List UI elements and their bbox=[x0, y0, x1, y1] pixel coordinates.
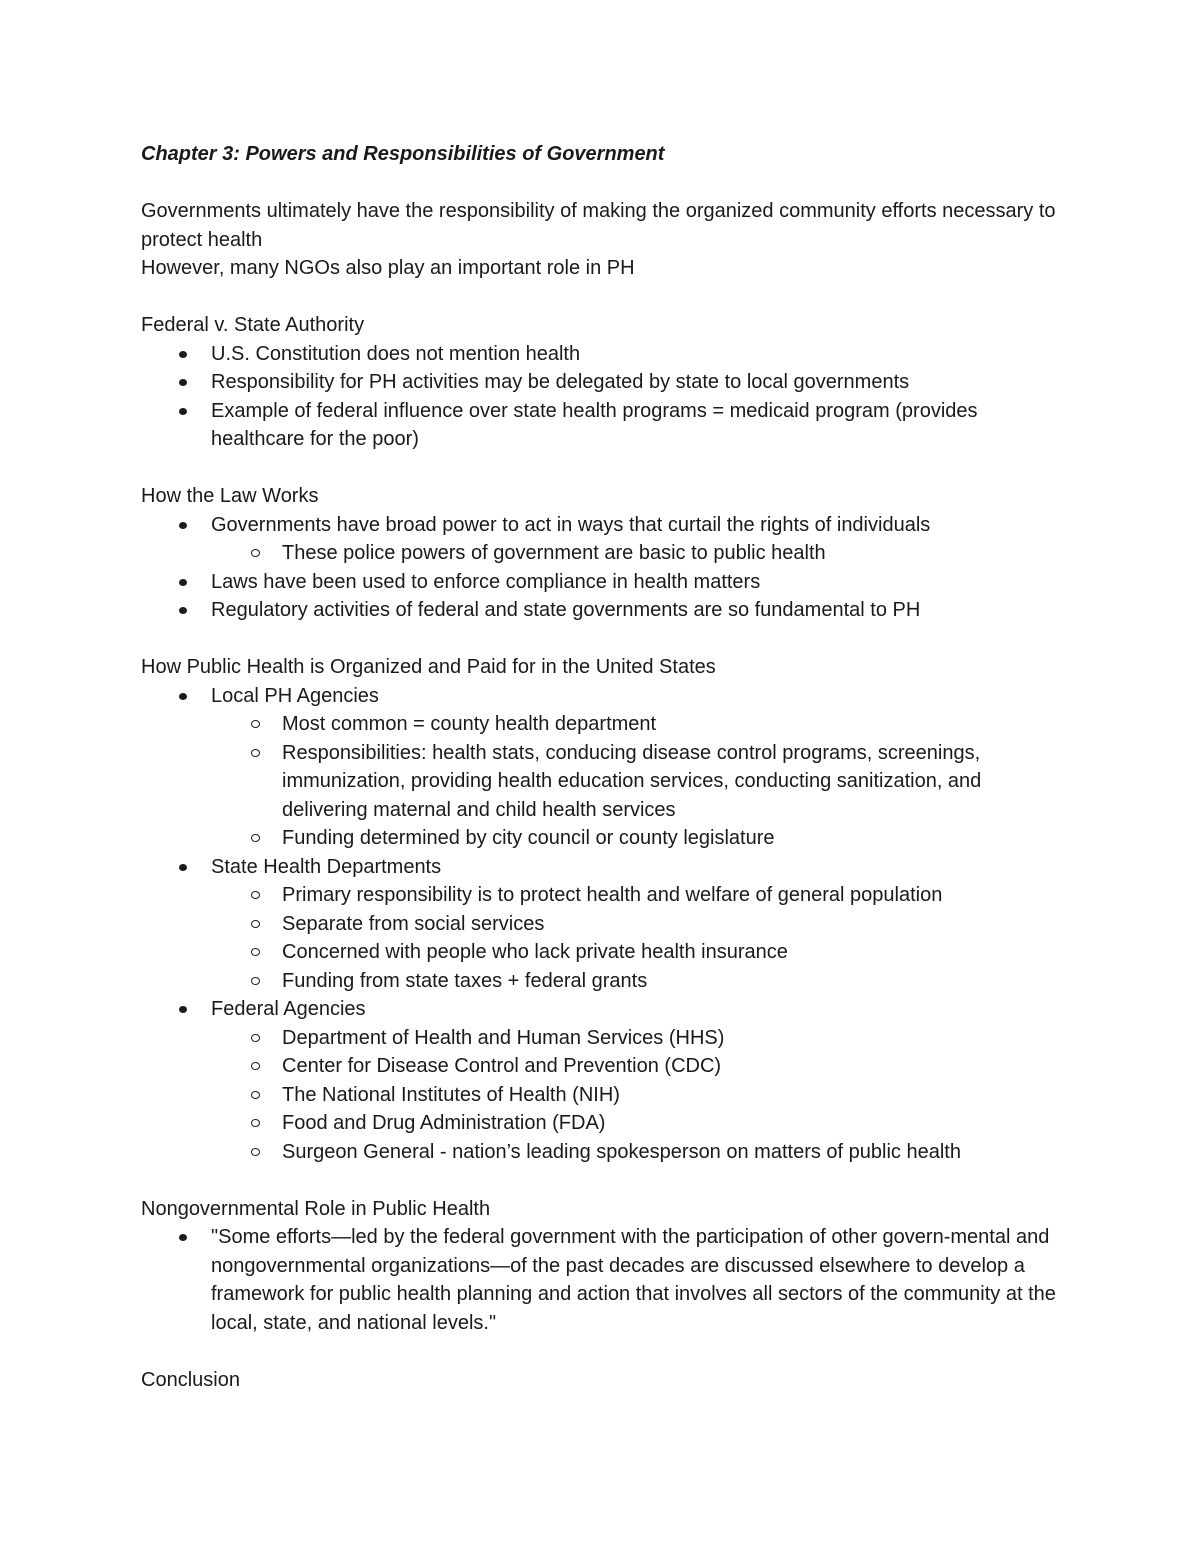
sub-list-item-text: Most common = county health department bbox=[282, 713, 657, 735]
list-item bbox=[141, 596, 1061, 625]
bullet-dot-icon bbox=[179, 1006, 187, 1013]
sub-list-item bbox=[211, 967, 1061, 996]
bullet-circle-icon bbox=[251, 1034, 260, 1042]
bullet-circle-icon bbox=[251, 720, 260, 728]
sub-list-item-text: The National Institutes of Health (NIH) bbox=[282, 1083, 620, 1106]
spacer bbox=[141, 1166, 1061, 1195]
sub-list-item bbox=[211, 1081, 1061, 1110]
bullet-circle-icon bbox=[251, 1119, 260, 1127]
bullet-circle-icon bbox=[251, 749, 260, 757]
sub-list-item bbox=[211, 824, 1061, 853]
list-item bbox=[141, 995, 1061, 1024]
intro bbox=[141, 197, 1061, 283]
bullet-circle-icon bbox=[251, 1091, 260, 1099]
bullet-dot-icon bbox=[179, 379, 187, 386]
sub-bullet-list bbox=[211, 539, 1061, 568]
spacer bbox=[141, 1337, 1061, 1366]
spacer bbox=[141, 169, 1061, 198]
sub-bullet-list bbox=[211, 881, 1061, 995]
sub-list-item bbox=[211, 1138, 1061, 1167]
sub-list-item bbox=[211, 1109, 1061, 1138]
sub-list-item-text: Separate from social services bbox=[282, 912, 545, 935]
sub-list-item-text: Funding determined by city council or county legislature bbox=[282, 827, 775, 849]
intro-paragraph: Governments ultimately have the responsibility of making the organized community efforts necessary to protect health bbox=[141, 200, 1056, 251]
sub-bullet-list bbox=[211, 710, 1061, 853]
sub-list-item bbox=[211, 910, 1061, 939]
list-item-text: Local PH Agencies bbox=[211, 684, 379, 707]
sub-list-item-text: Surgeon General - nation’s leading spokesperson on matters of public health bbox=[282, 1140, 961, 1163]
list-item bbox=[141, 853, 1061, 882]
sub-list-container bbox=[141, 539, 1061, 568]
spacer bbox=[141, 454, 1061, 483]
section-heading: How the Law Works bbox=[141, 485, 319, 507]
bullet-circle-icon bbox=[251, 1062, 260, 1070]
sub-list-item bbox=[211, 881, 1061, 910]
bullet-dot-icon bbox=[179, 579, 187, 586]
bullet-list bbox=[141, 1223, 1061, 1337]
list-item bbox=[141, 568, 1061, 597]
list-item bbox=[141, 511, 1061, 540]
bullet-dot-icon bbox=[179, 607, 187, 614]
sub-list-item bbox=[211, 739, 1061, 825]
sub-list-item-text: Center for Disease Control and Prevention (CDC) bbox=[282, 1055, 722, 1077]
bullet-dot-icon bbox=[179, 351, 187, 358]
list-item bbox=[141, 368, 1061, 397]
spacer bbox=[141, 625, 1061, 654]
sub-list-item-text: Food and Drug Administration (FDA) bbox=[282, 1112, 606, 1134]
bullet-dot-icon bbox=[179, 693, 187, 700]
sub-list-item bbox=[211, 710, 1061, 739]
bullet-circle-icon bbox=[251, 948, 260, 956]
section-heading: Conclusion bbox=[141, 1368, 240, 1391]
bullet-dot-icon bbox=[179, 522, 187, 529]
list-item bbox=[141, 1223, 1061, 1337]
page-title: Chapter 3: Powers and Responsibilities of Government bbox=[141, 143, 665, 165]
list-item-text: Federal Agencies bbox=[211, 998, 366, 1020]
sub-list-item-text: These police powers of government are basic to public health bbox=[282, 542, 826, 564]
bullet-circle-icon bbox=[251, 549, 260, 557]
sub-list-item-text: Funding from state taxes + federal grants bbox=[282, 969, 648, 992]
sub-list-item bbox=[211, 539, 1061, 568]
bullet-circle-icon bbox=[251, 1148, 260, 1156]
list-item bbox=[141, 340, 1061, 369]
document-page bbox=[141, 140, 1061, 1394]
list-item-text: State Health Departments bbox=[211, 855, 442, 878]
bullet-circle-icon bbox=[251, 920, 260, 928]
section-heading: Federal v. State Authority bbox=[141, 314, 365, 336]
list-item-text: Responsibility for PH activities may be delegated by state to local governments bbox=[211, 371, 910, 393]
bullet-circle-icon bbox=[251, 977, 260, 985]
bullet-dot-icon bbox=[179, 408, 187, 415]
sub-list-item-text: Concerned with people who lack private health insurance bbox=[282, 941, 788, 963]
list-item-text: Regulatory activities of federal and state governments are so fundamental to PH bbox=[211, 599, 921, 621]
sub-list-item-text: Responsibilities: health stats, conducing disease control programs, screenings, immunization, providing health education services, conducting sanitization, and delivering maternal and child health services bbox=[282, 741, 982, 821]
bullet-list bbox=[141, 682, 1061, 1167]
section-heading: Nongovernmental Role in Public Health bbox=[141, 1197, 491, 1220]
sections bbox=[141, 283, 1061, 1395]
spacer bbox=[141, 283, 1061, 312]
section-heading: How Public Health is Organized and Paid for in the United States bbox=[141, 656, 716, 678]
sub-bullet-list bbox=[211, 1024, 1061, 1167]
sub-list-item bbox=[211, 1024, 1061, 1053]
sub-list-item-text: Primary responsibility is to protect health and welfare of general population bbox=[282, 884, 943, 906]
bullet-circle-icon bbox=[251, 834, 260, 842]
bullet-circle-icon bbox=[251, 891, 260, 899]
sub-list-item bbox=[211, 1052, 1061, 1081]
bullet-list bbox=[141, 511, 1061, 625]
bullet-dot-icon bbox=[179, 864, 187, 871]
intro-paragraph: However, many NGOs also play an important role in PH bbox=[141, 257, 635, 279]
sub-list-container bbox=[141, 881, 1061, 995]
list-item-text: Governments have broad power to act in ways that curtail the rights of individuals bbox=[211, 513, 931, 536]
list-item-text: Example of federal influence over state health programs = medicaid program (provides healthcare for the poor) bbox=[211, 399, 978, 450]
list-item-text: U.S. Constitution does not mention health bbox=[211, 342, 581, 365]
list-item bbox=[141, 397, 1061, 454]
list-item-text: "Some efforts—led by the federal government with the participation of other govern-mental and nongovernmental organizations—of the past decades are discussed elsewhere to develop a framework for public health planning and action that involves all sectors of the community at the local, state, and national levels." bbox=[211, 1226, 1056, 1334]
sub-list-item-text: Department of Health and Human Services (HHS) bbox=[282, 1026, 725, 1049]
sub-list-item bbox=[211, 938, 1061, 967]
list-item bbox=[141, 682, 1061, 711]
bullet-list bbox=[141, 340, 1061, 454]
sub-list-container bbox=[141, 1024, 1061, 1167]
bullet-dot-icon bbox=[179, 1234, 187, 1241]
list-item-text: Laws have been used to enforce compliance in health matters bbox=[211, 570, 761, 593]
sub-list-container bbox=[141, 710, 1061, 853]
